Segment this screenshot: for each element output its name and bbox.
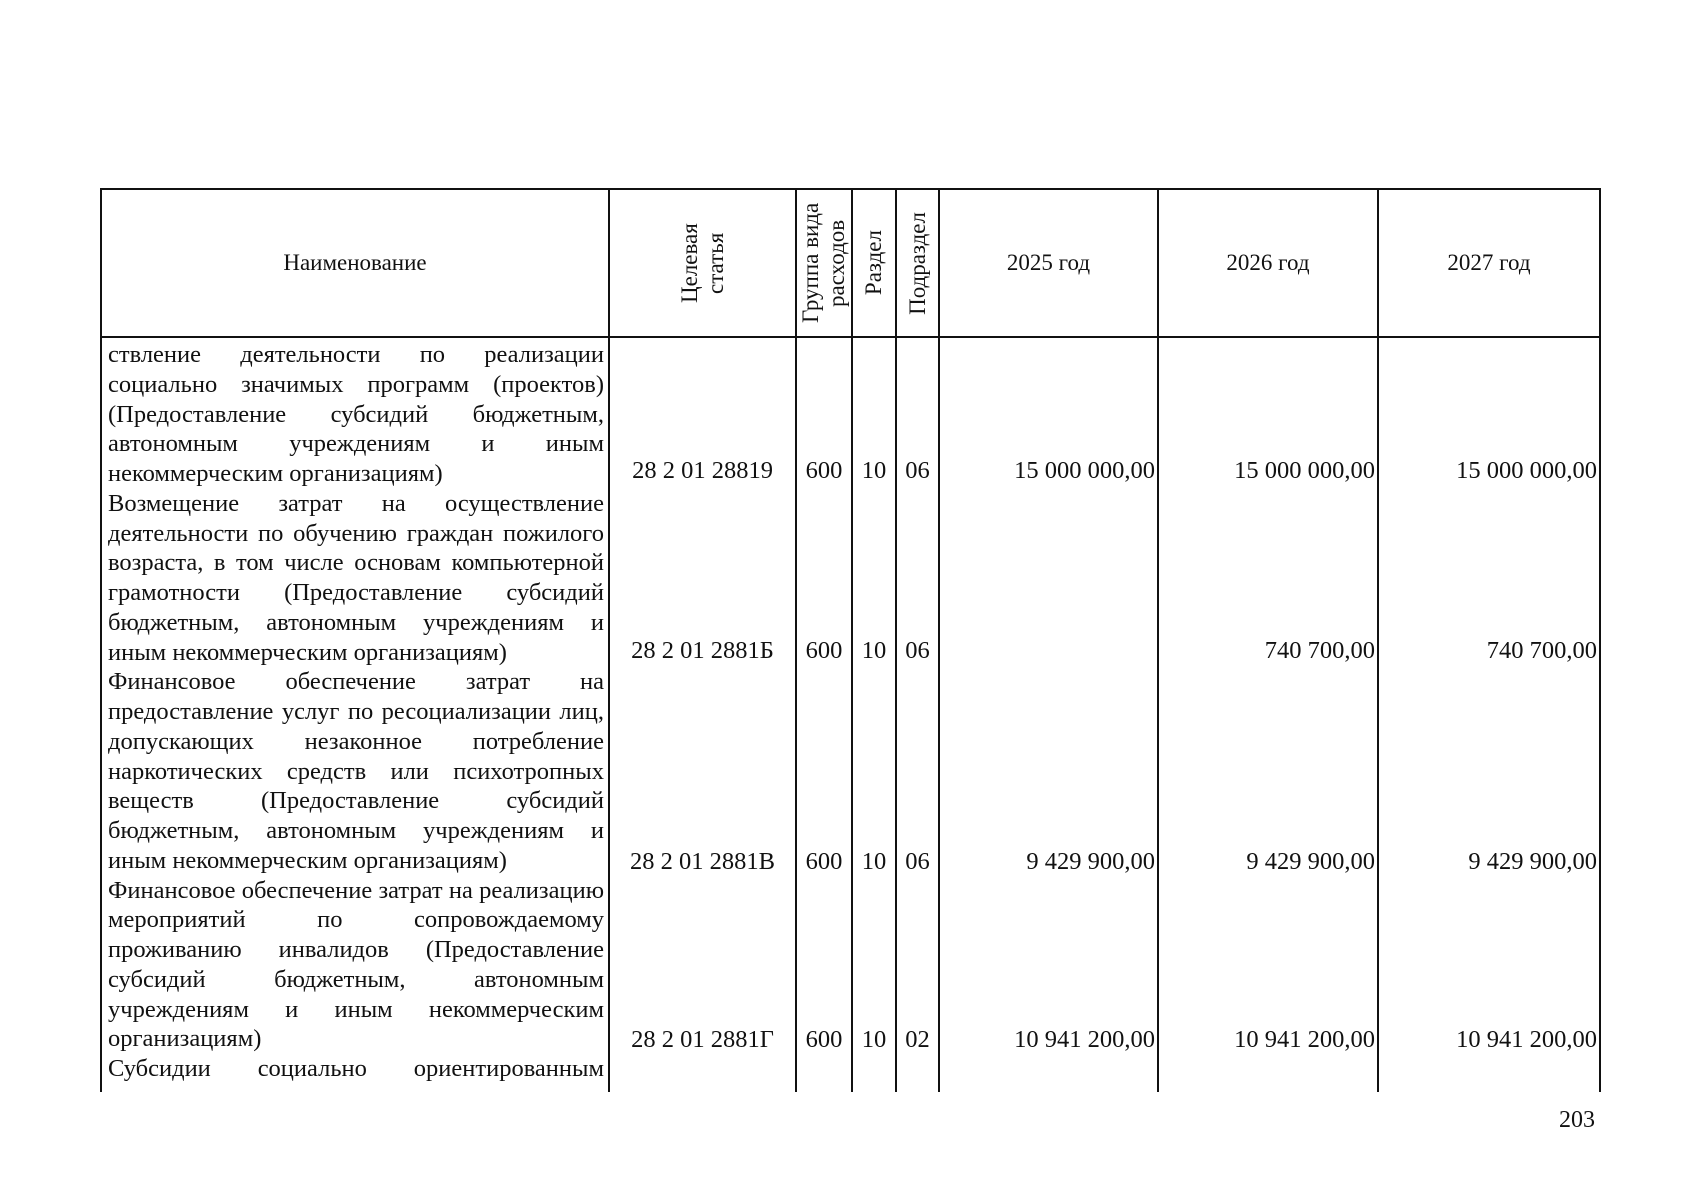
group-code: 600 [805,637,843,664]
amount-2026-column [1158,337,1378,1092]
header-name: Наименование [101,189,609,337]
group-code: 600 [805,457,843,484]
target-code: 28 2 01 28819 [632,457,773,484]
subsection-column [896,337,939,1092]
group-column [796,337,852,1092]
amount-2026: 10 941 200,00 [1234,1026,1375,1053]
subsection-code: 06 [905,637,930,664]
page-number: 203 [1559,1107,1595,1133]
table-body-row [101,337,1600,1092]
section-code: 10 [861,457,887,484]
section-code: 10 [861,1026,887,1053]
target-code: 28 2 01 2881Г [631,1026,774,1053]
table-header-row [101,189,1600,337]
amount-2027: 10 941 200,00 [1456,1026,1597,1053]
amount-2026: 15 000 000,00 [1234,457,1375,484]
header-target: Целевая статья [609,189,796,337]
target-code: 28 2 01 2881Б [631,637,774,664]
section-code: 10 [861,637,887,664]
row-name: Возмещение затрат на осуществление деятельности по обучению граждан пожилого возраста, в том числе основам компьютерной грамотности (Предоставление субсидий бюджетным, автономным учреждениям и иным некоммерческим организациям) [108,489,604,666]
header-2026: 2026 год [1158,189,1378,337]
group-code: 600 [805,1026,843,1053]
amount-2027: 740 700,00 [1486,637,1597,664]
row-name: Субсидии социально ориентированным [108,1055,604,1082]
budget-table [100,188,1601,1092]
subsection-code: 02 [905,1026,930,1053]
section-column [852,337,896,1092]
amount-2025: 15 000 000,00 [1014,457,1155,484]
amount-2026: 740 700,00 [1264,637,1375,664]
amount-2025: 10 941 200,00 [1014,1026,1155,1053]
section-code: 10 [861,848,887,875]
row-name: Финансовое обеспечение затрат на предоставление услуг по ресоциализации лиц, допускающих незаконное потребление наркотических средств или психотропных веществ (Предоставление субсидий бюджетным, автономным учреждениям и иным некоммерческим организациям) [108,668,604,874]
subsection-code: 06 [905,848,930,875]
amount-2025-column [939,337,1158,1092]
group-code: 600 [805,848,843,875]
header-section: Раздел [852,189,896,337]
amount-2027-column [1378,337,1600,1092]
header-group: Группа вида расходов [796,189,852,337]
header-2025: 2025 год [939,189,1158,337]
header-2027: 2027 год [1378,189,1600,337]
amount-2025: 9 429 900,00 [1026,848,1155,875]
amount-2026: 9 429 900,00 [1246,848,1375,875]
target-code: 28 2 01 2881В [630,848,775,875]
amount-2027: 9 429 900,00 [1468,848,1597,875]
target-column [609,337,796,1092]
amount-2027: 15 000 000,00 [1456,457,1597,484]
row-name: Финансовое обеспечение затрат на реализацию мероприятий по сопровождаемому проживанию инвалидов (Предоставление субсидий бюджетным, автономным учреждениям и иным некоммерческим организациям) [108,876,604,1053]
row-name: ствление деятельности по реализации социально значимых программ (проектов) (Предоставление субсидий бюджетным, автономным учреждениям и иным некоммерческим организациям) [108,341,604,487]
name-column [101,337,609,1092]
header-subsection: Подраздел [896,189,939,337]
subsection-code: 06 [905,457,930,484]
